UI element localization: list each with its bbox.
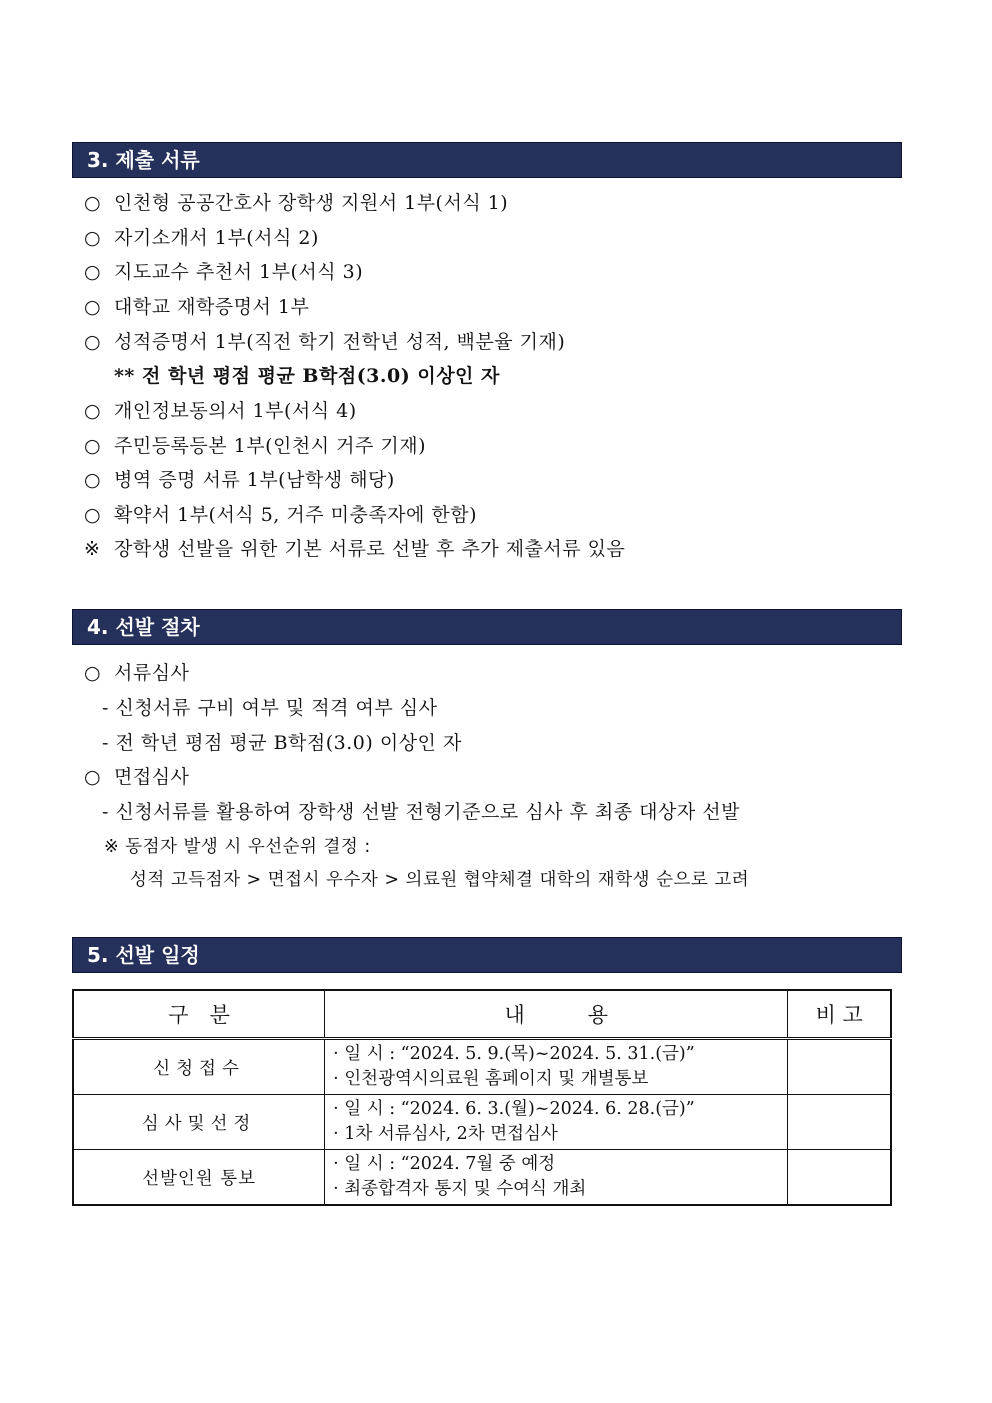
interview-detail: - 신청서류를 활용하여 장학생 선발 전형기준으로 심사 후 최종 대상자 선발 xyxy=(102,801,740,823)
grade-requirement-note: ** 전 학년 평점 평균 B학점(3.0) 이상인 자 xyxy=(114,365,500,387)
additional-documents-note: ※ 장학생 선발을 위한 기본 서류로 선발 후 추가 제출서류 있음 xyxy=(84,538,626,560)
table-row xyxy=(73,1150,891,1206)
row-remarks xyxy=(788,1150,891,1206)
header-remarks: 비 고 xyxy=(788,990,891,1039)
table-header-row xyxy=(73,990,891,1039)
list-item: ○ 확약서 1부(서식 5, 거주 미충족자에 한함) xyxy=(84,504,478,526)
row-content: · 일 시 : “2024. 6. 3.(월)~2024. 6. 28.(금)” · 1차 서류심사, 2차 면접심사 xyxy=(325,1095,788,1150)
tie-break-order: 성적 고득점자 > 면접시 우수자 > 의료원 협약체결 대학의 재학생 순으로 고려 xyxy=(130,870,750,890)
row-category: 선발인원 통보 xyxy=(73,1150,325,1206)
row-remarks xyxy=(788,1095,891,1150)
document-review-detail: - 전 학년 평점 평균 B학점(3.0) 이상인 자 xyxy=(102,732,462,754)
tie-break-note: ※ 동점자 발생 시 우선순위 결정 : xyxy=(104,837,371,857)
table-row xyxy=(73,1095,891,1150)
schedule-table xyxy=(72,989,892,1206)
list-item: ○ 인천형 공공간호사 장학생 지원서 1부(서식 1) xyxy=(84,192,509,214)
row-category: 신청접수 xyxy=(73,1039,325,1095)
document-review-item: ○ 서류심사 xyxy=(84,662,190,684)
section-3-header: 3. 제출 서류 xyxy=(72,142,902,178)
row-remarks xyxy=(788,1039,891,1095)
document-review-detail: - 신청서류 구비 여부 및 적격 여부 심사 xyxy=(102,697,438,719)
list-item: ○ 성적증명서 1부(직전 학기 전학년 성적, 백분율 기재) xyxy=(84,331,566,353)
header-content: 내 용 xyxy=(325,990,788,1039)
row-content: · 일 시 : “2024. 5. 9.(목)~2024. 5. 31.(금)” · 인천광역시의료원 홈페이지 및 개별통보 xyxy=(325,1039,788,1095)
list-item: ○ 병역 증명 서류 1부(남학생 해당) xyxy=(84,469,395,491)
list-item: ○ 개인정보동의서 1부(서식 4) xyxy=(84,400,357,422)
section-5-header: 5. 선발 일정 xyxy=(72,937,902,973)
table-row xyxy=(73,1039,891,1095)
section-4-header: 4. 선발 절차 xyxy=(72,609,902,645)
list-item: ○ 자기소개서 1부(서식 2) xyxy=(84,227,319,249)
interview-item: ○ 면접심사 xyxy=(84,766,190,788)
list-item: ○ 대학교 재학증명서 1부 xyxy=(84,296,310,318)
row-content: · 일 시 : “2024. 7월 중 예정 · 최종합격자 통지 및 수여식 개최 xyxy=(325,1150,788,1206)
list-item: ○ 지도교수 추천서 1부(서식 3) xyxy=(84,261,364,283)
row-category: 심사및선정 xyxy=(73,1095,325,1150)
list-item: ○ 주민등록등본 1부(인천시 거주 기재) xyxy=(84,435,426,457)
header-category: 구 분 xyxy=(73,990,325,1039)
